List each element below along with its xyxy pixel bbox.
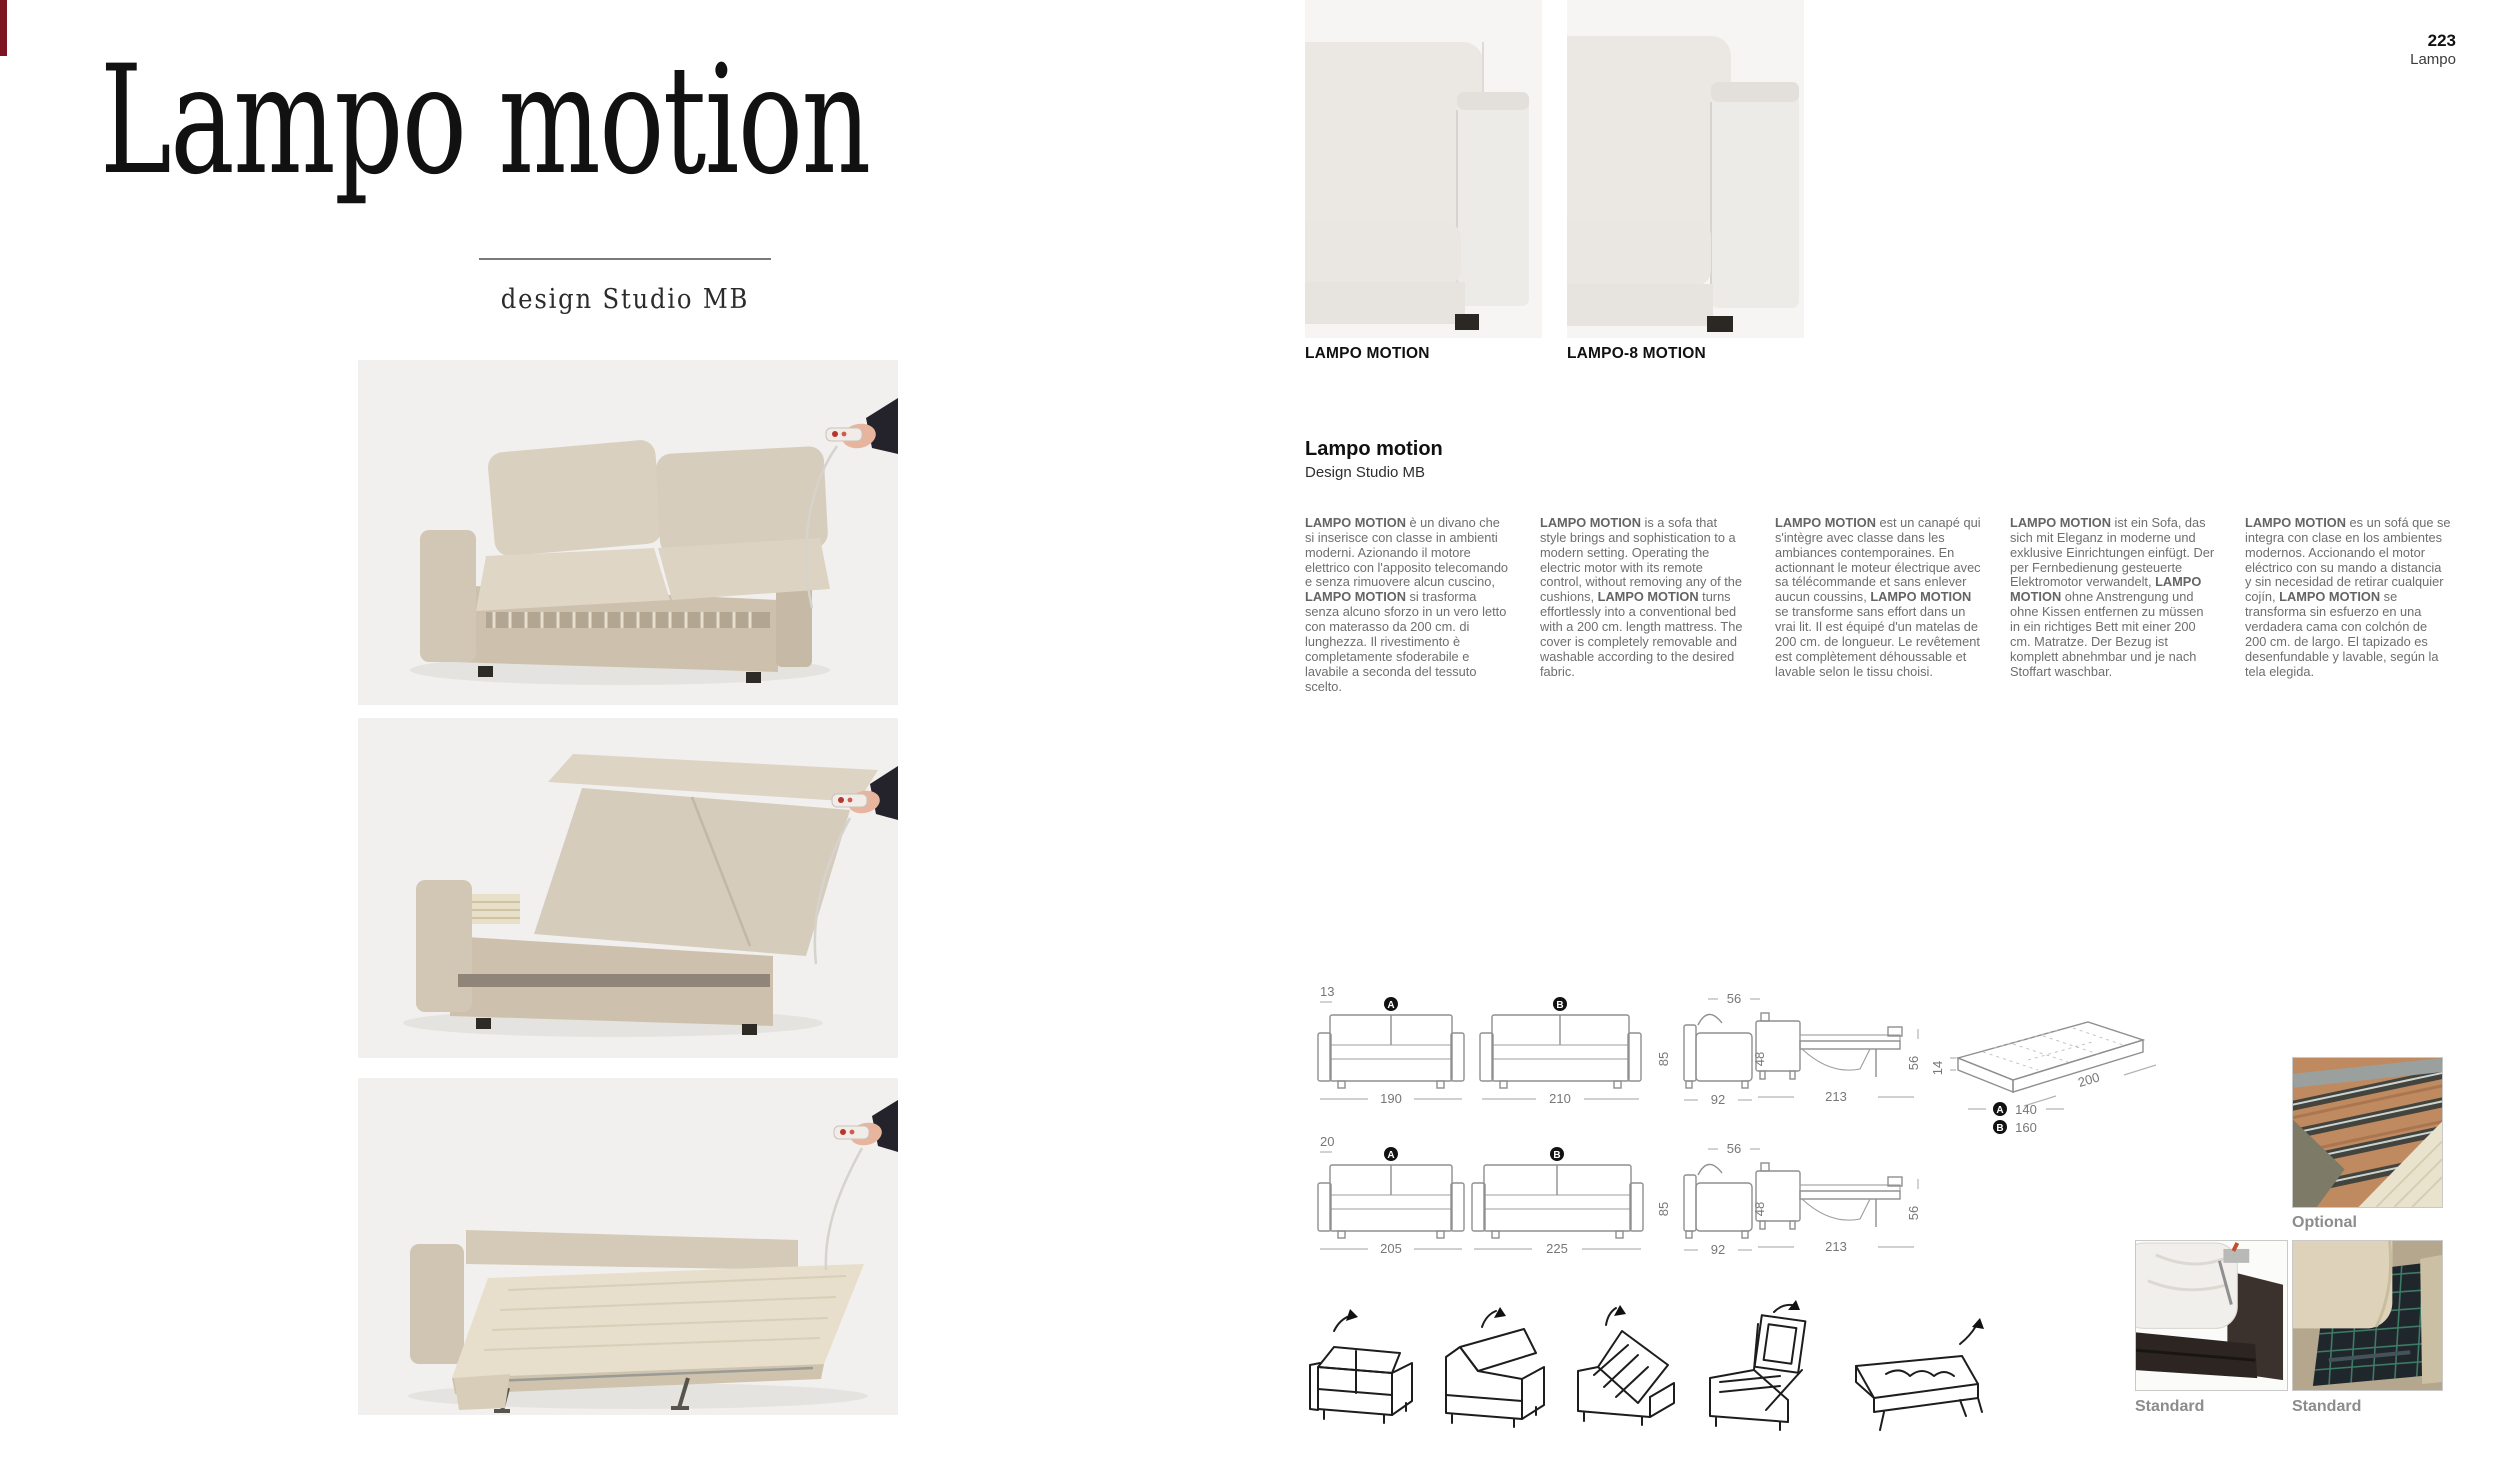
collection-name: Lampo [2410, 51, 2456, 69]
svg-text:56: 56 [1906, 1205, 1921, 1221]
svg-text:210: 210 [1549, 1091, 1571, 1106]
svg-text:92: 92 [1710, 1092, 1726, 1107]
thumbnail-lampo-motion [1305, 0, 1542, 338]
description-english: LAMPO MOTION is a sofa that style brings and sophistication to a modern setting. Operating the electric motor with its remote control, without removing any of the cushions, LAMPO MOTION turns effortlessly into a conventional bed with a 200 cm. length mattress. The cover is completely removable and washable according to the desired fabric. [1540, 514, 1743, 679]
svg-text:85: 85 [1656, 1051, 1671, 1067]
svg-text:190: 190 [1380, 1091, 1402, 1106]
svg-text:213: 213 [1825, 1089, 1847, 1104]
sofa-step2-illustration [358, 718, 898, 1058]
detail-photo-standard-headrest [2135, 1240, 2288, 1391]
photo-sofa-opening-step1 [358, 360, 898, 705]
svg-text:13: 13 [1320, 984, 1335, 999]
svg-text:56: 56 [1726, 991, 1742, 1006]
svg-text:B: B [1553, 1150, 1561, 1161]
detail-photo-optional-slats [2292, 1057, 2443, 1208]
wood-slats-illustration [2293, 1058, 2442, 1207]
step-bed-open-icon [1840, 1318, 1990, 1438]
diagram-front-b-row2 [1470, 1133, 1645, 1258]
svg-text:A: A [1387, 1150, 1395, 1161]
lampo8-motion-detail-illustration [1567, 0, 1804, 338]
svg-text:225: 225 [1546, 1241, 1568, 1256]
svg-text:85: 85 [1656, 1201, 1671, 1217]
mesh-base-illustration [2293, 1241, 2442, 1390]
step-backrest-lifting-icon [1432, 1305, 1560, 1435]
detail-photo-standard-mesh [2292, 1240, 2443, 1391]
svg-text:48: 48 [1752, 1051, 1767, 1067]
description-spanish: LAMPO MOTION es un sofá que se integra con clase en los ambientes modernos. Accionando el motor eléctrico con su mando a distancia y sin necesidad de retirar cualquier cojín, LAMPO MOTION se transforma sin esfuerzo en una verdadera cama con colchón de 200 cm. de largo. El tapizado es desenfundable y lavable, según la tela elegida. [2245, 514, 2451, 679]
section-subheading: Design Studio MB [1305, 464, 1426, 481]
model-name-lampo8-motion: LAMPO-8 MOTION [1567, 345, 1706, 362]
title-divider [479, 258, 771, 260]
diagram-front-a-row1 [1316, 983, 1466, 1108]
svg-text:B: B [1996, 1123, 2004, 1134]
svg-text:56: 56 [1906, 1055, 1921, 1071]
svg-text:48: 48 [1752, 1201, 1767, 1217]
svg-text:200: 200 [2076, 1069, 2102, 1091]
svg-text:92: 92 [1710, 1242, 1726, 1257]
diagram-open-bed-row2 [1748, 1133, 1926, 1258]
page-title: Lampo motion [100, 34, 870, 208]
detail-label-standard-2: Standard [2292, 1398, 2362, 1415]
dark-sofa-corner-illustration [2136, 1241, 2287, 1390]
description-italian: LAMPO MOTION è un divano che si inserisce con classe in ambienti moderni. Azionando il motore elettrico con l'apposito telecomando e senza rimuovere alcun cuscino, LAMPO MOTION si trasforma senza alcuno sforzo in un vero letto con materasso da 200 cm. di lunghezza. Il rivestimento è completamente sfoderabile e lavabile a seconda del tessuto scelto. [1305, 514, 1509, 694]
design-credit: design Studio MB [500, 284, 750, 315]
step-sofa-closed-icon [1300, 1305, 1428, 1435]
section-heading: Lampo motion [1305, 438, 1443, 460]
svg-text:205: 205 [1380, 1241, 1402, 1256]
svg-text:140: 140 [2015, 1102, 2037, 1117]
detail-label-optional: Optional [2292, 1214, 2357, 1231]
step-mechanism-rising-icon [1564, 1305, 1692, 1435]
step-frame-upright-icon [1696, 1300, 1834, 1435]
svg-text:A: A [1387, 1000, 1395, 1011]
description-french: LAMPO MOTION est un canapé qui s'intègre avec classe dans les ambiances contemporaines. En actionnant le moteur électrique avec sa télécommande et sans enlever aucun coussins, LAMPO MOTION se transforme sans effort dans un vrai lit. Il est équipé d'un matelas de 200 cm. de longueur. Le revêtement est complètement déhoussable et lavable selon le tissu choisi. [1775, 514, 1981, 679]
photo-sofa-open-bed [358, 1078, 898, 1415]
page-number: 223 [2427, 31, 2456, 50]
thumbnail-lampo8-motion [1567, 0, 1804, 338]
sofa-step1-illustration [358, 360, 898, 705]
description-german: LAMPO MOTION ist ein Sofa, das sich mit Eleganz in moderne und exklusive Einrichtungen einfügt. Der per Fernbedienung gesteuerte Elektromotor verwandelt, LAMPO MOTION ohne Anstrengung und ohne Kissen entfernen zu müssen in ein richtiges Bett mit einer 200 cm. Matratze. Der Bezug ist komplett abnehmbar und je nach Stoffart waschbar. [2010, 514, 2215, 679]
lampo-motion-detail-illustration [1305, 0, 1542, 338]
svg-text:160: 160 [2015, 1120, 2037, 1135]
svg-text:56: 56 [1726, 1141, 1742, 1156]
sofa-step3-illustration [358, 1078, 898, 1415]
diagram-open-bed-row1 [1748, 983, 1926, 1108]
photo-sofa-opening-step2 [358, 718, 898, 1058]
detail-label-standard-1: Standard [2135, 1398, 2205, 1415]
svg-text:B: B [1556, 1000, 1564, 1011]
svg-text:14: 14 [1930, 1060, 1945, 1076]
diagram-front-b-row1 [1478, 983, 1643, 1108]
page-edge-decoration [0, 0, 7, 56]
svg-text:213: 213 [1825, 1239, 1847, 1254]
page-number-block [2410, 30, 2456, 70]
diagram-front-a-row2 [1316, 1133, 1466, 1258]
svg-text:20: 20 [1320, 1134, 1335, 1149]
diagram-mattress-row1 [1928, 1008, 2163, 1138]
svg-text:A: A [1996, 1105, 2004, 1116]
model-name-lampo-motion: LAMPO MOTION [1305, 345, 1430, 362]
